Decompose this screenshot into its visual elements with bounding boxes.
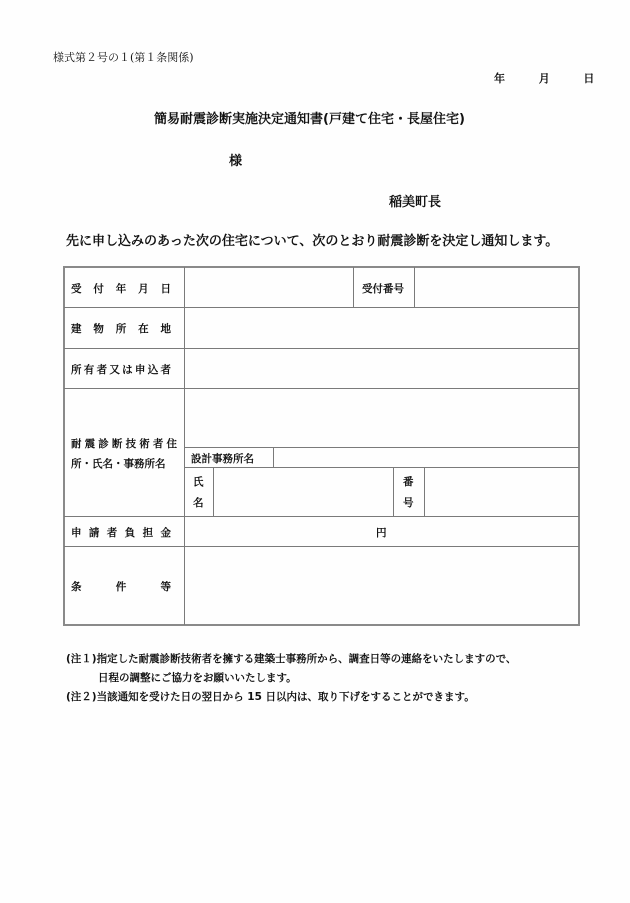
label-char: 条 <box>71 581 82 593</box>
office-name-field[interactable] <box>275 448 577 466</box>
conditions-field[interactable] <box>186 547 577 623</box>
label-char: 者 <box>160 364 171 376</box>
owner-applicant-label <box>71 362 171 377</box>
date-year: 年 <box>494 72 505 85</box>
reception-number-label: 受付番号 <box>362 283 404 295</box>
note-1-prefix: (注１) <box>66 653 97 665</box>
label-char: 月 <box>138 283 149 295</box>
label-char: 負 <box>124 527 136 539</box>
label-char: 請 <box>88 527 100 539</box>
label-char: 震 <box>84 438 96 450</box>
row-line <box>64 388 579 389</box>
label-char: 申 <box>134 364 146 376</box>
label-char: 所 <box>115 323 127 335</box>
note-2-prefix: (注２) <box>66 691 97 703</box>
label-char: 技 <box>125 438 137 450</box>
note-2 <box>66 689 475 704</box>
note-2-text: 当該通知を受けた日の翌日から 15 日以内は、取り下げをすることができます。 <box>96 691 475 703</box>
building-location-field[interactable] <box>186 309 577 347</box>
label-char: 又 <box>109 364 120 376</box>
reception-number-field[interactable] <box>416 268 577 306</box>
label-char: 担 <box>142 527 154 539</box>
label-char: 有 <box>83 364 95 376</box>
label-char: 金 <box>160 527 171 539</box>
technician-label-line1 <box>71 436 177 451</box>
label-char: 耐 <box>71 438 82 450</box>
label-char: 術 <box>139 438 150 450</box>
number-label-char1: 番 <box>403 476 414 488</box>
issuer-name: 稲美町長 <box>389 195 442 210</box>
recipient-suffix: 様 <box>229 154 243 169</box>
col-line <box>273 447 274 467</box>
note-1-continuation: 日程の調整にご協力をお願いいたします。 <box>98 672 297 684</box>
note-1-text: 指定した耐震診断技術者を擁する建築士事務所から、調査日等の連絡をいたしますので、 <box>96 653 517 665</box>
row-line <box>64 307 579 308</box>
label-column-divider <box>184 267 185 625</box>
date-day: 日 <box>583 72 595 85</box>
label-char: 建 <box>71 323 82 335</box>
date-line <box>494 70 594 86</box>
col-line <box>393 467 394 516</box>
intro-text: 先に申し込みのあった次の住宅について、次のとおり耐震診断を決定し通知します。 <box>66 234 559 249</box>
col-line <box>424 467 425 516</box>
technician-name-field[interactable] <box>215 468 392 515</box>
label-char: 地 <box>160 323 171 335</box>
document-title: 簡易耐震診断実施決定通知書(戸建て住宅・長屋住宅) <box>154 112 465 127</box>
col-line <box>213 467 214 516</box>
name-label-char1: 氏 <box>193 476 204 488</box>
technician-address-field[interactable] <box>186 390 577 446</box>
label-char: 所 <box>71 364 82 376</box>
label-char: 申 <box>71 527 82 539</box>
name-label-char2: 名 <box>193 497 204 509</box>
reception-date-label <box>71 281 171 296</box>
label-char: 断 <box>111 438 123 450</box>
reception-date-field[interactable] <box>186 268 352 306</box>
col-line <box>414 267 415 307</box>
label-char: は <box>122 364 133 376</box>
note-1 <box>66 651 516 666</box>
label-char: 受 <box>71 283 82 295</box>
technician-number-field[interactable] <box>426 468 577 515</box>
date-month: 月 <box>538 72 550 85</box>
label-char: 年 <box>115 283 127 295</box>
label-char: 付 <box>93 283 104 295</box>
technician-label-line2: 所・氏名・事務所名 <box>71 458 166 470</box>
label-char: 者 <box>96 364 108 376</box>
table-border-bottom <box>64 624 580 626</box>
office-name-label: 設計事務所名 <box>191 453 254 465</box>
yen-unit: 円 <box>376 527 387 539</box>
conditions-label <box>71 579 171 594</box>
label-char: 込 <box>147 364 159 376</box>
label-char: 件 <box>115 581 127 593</box>
label-char: 住 <box>166 438 177 450</box>
table-border-left <box>63 266 65 626</box>
table-border-right <box>578 266 580 626</box>
label-char: 日 <box>160 283 171 295</box>
label-char: 者 <box>152 438 164 450</box>
label-char: 等 <box>160 581 171 593</box>
form-number: 様式第２号の１(第１条関係) <box>53 51 194 64</box>
label-char: 者 <box>106 527 118 539</box>
number-label-char2: 号 <box>403 497 414 509</box>
applicant-burden-label <box>71 525 171 540</box>
label-char: 在 <box>138 323 149 335</box>
building-location-label <box>71 321 171 336</box>
owner-applicant-field[interactable] <box>186 349 577 387</box>
label-char: 物 <box>93 323 104 335</box>
label-char: 診 <box>98 438 109 450</box>
col-line <box>353 267 354 307</box>
